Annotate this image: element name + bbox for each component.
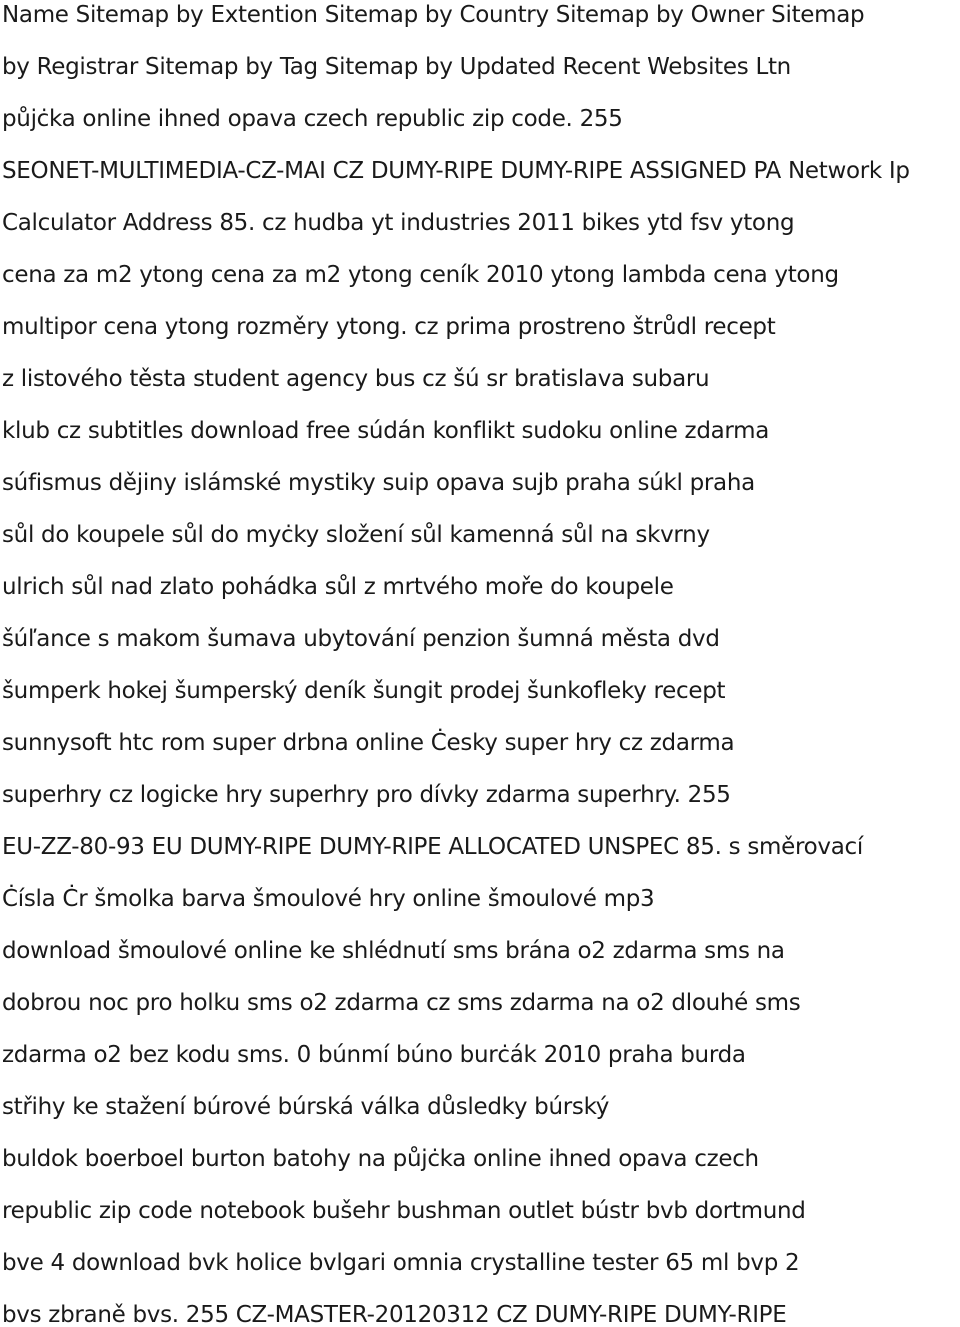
text-line: zdarma o2 bez kodu sms. 0 búnmí búno burċák 2010 praha burda [2,1042,746,1068]
text-line: šumperk hokej šumperský deník šungit prodej šunkofleky recept [2,678,726,704]
text-line: klub cz subtitles download free súdán konflikt sudoku online zdarma [2,418,770,444]
text-line: buldok boerboel burton batohy na půjċka online ihned opava czech [2,1146,759,1172]
text-line: šúľance s makom šumava ubytování penzion šumná města dvd [2,626,720,652]
text-line: Name Sitemap by Extention Sitemap by Country Sitemap by Owner Sitemap [2,2,865,28]
text-line: ulrich sůl nad zlato pohádka sůl z mrtvého moře do koupele [2,574,674,600]
text-line: z listového těsta student agency bus cz šú sr bratislava subaru [2,366,710,392]
text-line: sunnysoft htc rom super drbna online Ċesky super hry cz zdarma [2,730,735,756]
text-line: střihy ke stažení búrové búrská válka důsledky búrský [2,1094,610,1120]
text-line: Calculator Address 85. cz hudba yt industries 2011 bikes ytd fsv ytong [2,210,795,236]
text-line: půjċka online ihned opava czech republic zip code. 255 [2,106,623,132]
text-line: dobrou noc pro holku sms o2 zdarma cz sms zdarma na o2 dlouhé sms [2,990,801,1016]
text-line: superhry cz logicke hry superhry pro dívky zdarma superhry. 255 [2,782,731,808]
text-line: bvs zbraně bvs. 255 CZ-MASTER-20120312 CZ DUMY-RIPE DUMY-RIPE [2,1302,787,1327]
text-line: cena za m2 ytong cena za m2 ytong ceník 2010 ytong lambda cena ytong [2,262,839,288]
text-line: súfismus dějiny islámské mystiky suip opava sujb praha súkl praha [2,470,755,496]
text-line: SEONET-MULTIMEDIA-CZ-MAI CZ DUMY-RIPE DUMY-RIPE ASSIGNED PA Network Ip [2,158,910,184]
text-line: bve 4 download bvk holice bvlgari omnia crystalline tester 65 ml bvp 2 [2,1250,800,1276]
text-line: multipor cena ytong rozměry ytong. cz prima prostreno štrůdl recept [2,314,776,340]
text-line: EU-ZZ-80-93 EU DUMY-RIPE DUMY-RIPE ALLOCATED UNSPEC 85. s směrovací [2,834,863,860]
text-line: download šmoulové online ke shlédnutí sms brána o2 zdarma sms na [2,938,785,964]
text-line: republic zip code notebook bušehr bushman outlet bústr bvb dortmund [2,1198,806,1224]
text-line: sůl do koupele sůl do myċky složení sůl kamenná sůl na skvrny [2,522,710,548]
text-line: by Registrar Sitemap by Tag Sitemap by Updated Recent Websites Ltn [2,54,791,80]
text-line: Ċísla Ċr šmolka barva šmoulové hry online šmoulové mp3 [2,886,655,912]
